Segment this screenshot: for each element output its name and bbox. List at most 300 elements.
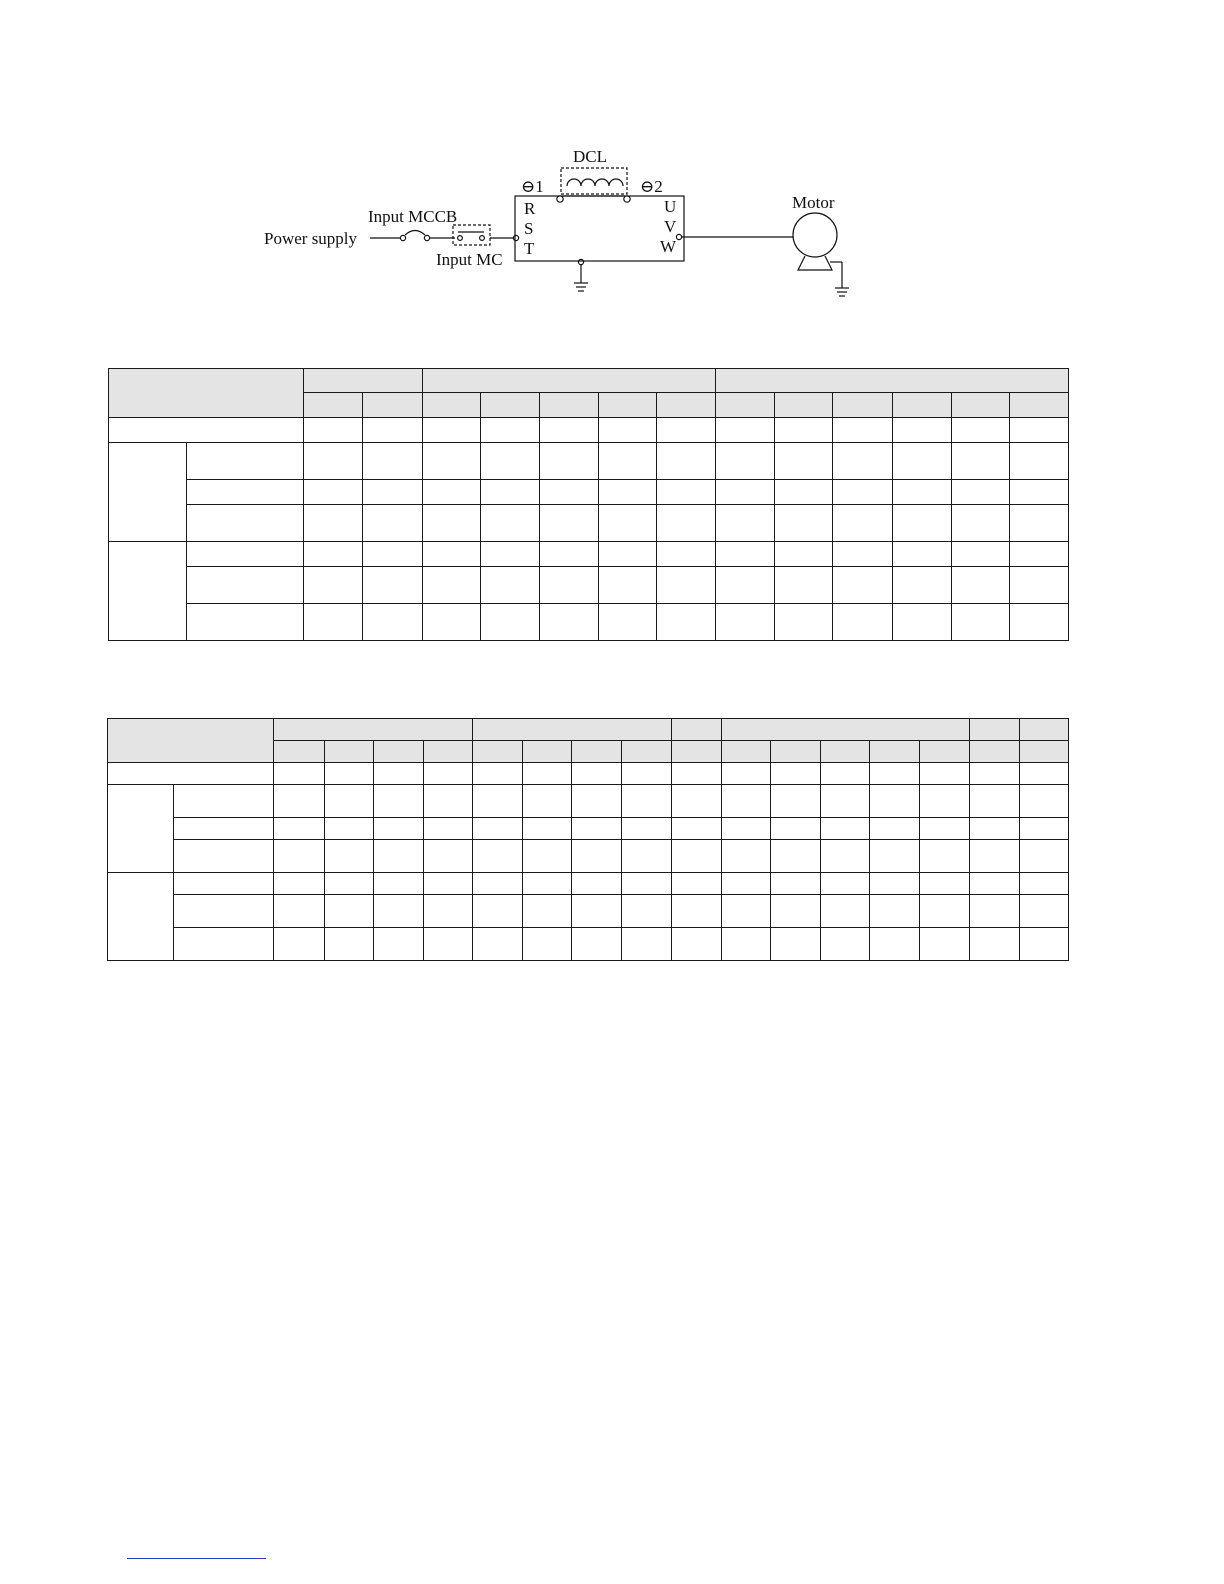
table-cell: [892, 505, 951, 542]
table-cell: [373, 763, 423, 785]
table-cell: [671, 873, 721, 895]
table-cell: [671, 763, 721, 785]
table-cell: [770, 763, 820, 785]
table-cell: [1019, 873, 1068, 895]
table-cell: [304, 505, 363, 542]
table-2-row-label: [108, 763, 274, 785]
table-cell: [775, 604, 833, 641]
table-cell: [324, 928, 373, 961]
table-cell: [671, 928, 721, 961]
table-cell: [373, 818, 423, 840]
table-cell: [969, 873, 1019, 895]
table-cell: [523, 785, 572, 818]
table-cell: [833, 505, 892, 542]
table-cell: [523, 928, 572, 961]
table-cell: [770, 895, 820, 928]
table-1-row-label: [187, 505, 304, 542]
table-cell: [892, 443, 951, 480]
drive-ground-terminal: [578, 259, 583, 264]
table-1-group-header: [304, 369, 422, 393]
table-2-row: [108, 840, 1069, 873]
table-cell: [304, 604, 363, 641]
table-2-model-cell: [969, 741, 1019, 763]
table-cell: [473, 895, 523, 928]
table-1-row-label: [187, 567, 304, 604]
table-2-row-label: [174, 785, 274, 818]
table-cell: [770, 928, 820, 961]
table-1-section-label: [109, 443, 187, 542]
mccb-contact-left: [400, 235, 405, 240]
table-cell: [716, 418, 775, 443]
table-cell: [951, 567, 1009, 604]
table-2-group-header: [473, 719, 672, 741]
table-1-model-cell: [304, 393, 363, 418]
table-cell: [622, 895, 671, 928]
table-cell: [870, 818, 920, 840]
table-cell: [473, 873, 523, 895]
mc-dashed-box: [453, 225, 490, 245]
table-cell: [473, 818, 523, 840]
table-cell: [598, 480, 656, 505]
table-cell: [657, 480, 716, 505]
table-cell: [1019, 928, 1068, 961]
table-cell: [598, 418, 656, 443]
table-cell: [423, 840, 472, 873]
table-1-model-cell: [598, 393, 656, 418]
mccb-switch-arc: [405, 231, 425, 236]
table-1-row: [109, 542, 1069, 567]
table-2-row-label: [174, 873, 274, 895]
table-cell: [870, 873, 920, 895]
spec-table-1: [108, 368, 1069, 641]
table-cell: [480, 542, 539, 567]
table-cell: [598, 567, 656, 604]
table-cell: [598, 505, 656, 542]
power-supply-label: Power supply: [264, 229, 358, 248]
table-cell: [671, 785, 721, 818]
table-cell: [671, 818, 721, 840]
motor-base: [798, 256, 832, 270]
table-cell: [1019, 818, 1068, 840]
table-cell: [969, 763, 1019, 785]
table-cell: [775, 418, 833, 443]
table-2-model-cell: [523, 741, 572, 763]
table-cell: [892, 480, 951, 505]
table-cell: [951, 480, 1009, 505]
table-2-group-header: [671, 719, 721, 741]
table-cell: [657, 418, 716, 443]
table-cell: [622, 928, 671, 961]
table-cell: [539, 443, 598, 480]
table-2-row: [108, 785, 1069, 818]
table-1-model-cell: [539, 393, 598, 418]
table-1-row-label: [109, 418, 304, 443]
table-cell: [951, 604, 1009, 641]
table-2-row-label: [174, 818, 274, 840]
table-1-row-label: [187, 542, 304, 567]
table-cell: [422, 604, 480, 641]
table-cell: [422, 567, 480, 604]
table-cell: [622, 873, 671, 895]
table-1-group-header: [716, 369, 1069, 393]
table-cell: [1009, 604, 1068, 641]
table-cell: [422, 542, 480, 567]
table-cell: [363, 443, 422, 480]
table-cell: [870, 928, 920, 961]
table-cell: [770, 873, 820, 895]
table-cell: [671, 840, 721, 873]
table-cell: [373, 785, 423, 818]
table-2-row: [108, 763, 1069, 785]
table-cell: [1019, 895, 1068, 928]
table-cell: [775, 480, 833, 505]
table-cell: [721, 873, 770, 895]
rst-terminal-node: [513, 235, 518, 240]
table-cell: [523, 818, 572, 840]
table-cell: [775, 542, 833, 567]
table-cell: [657, 542, 716, 567]
output-terminal-v: V: [664, 217, 677, 236]
table-cell: [821, 840, 870, 873]
table-2-model-cell: [473, 741, 523, 763]
p2-terminal: [624, 196, 630, 202]
table-cell: [423, 895, 472, 928]
table-cell: [480, 604, 539, 641]
table-cell: [1009, 443, 1068, 480]
table-cell: [770, 818, 820, 840]
table-cell: [721, 818, 770, 840]
p1-label: ⊖1: [521, 177, 544, 196]
input-terminal-t: T: [524, 239, 535, 258]
table-cell: [473, 928, 523, 961]
table-2-model-cell: [622, 741, 671, 763]
table-1-row: [109, 418, 1069, 443]
table-cell: [920, 818, 969, 840]
table-cell: [598, 604, 656, 641]
table-cell: [523, 840, 572, 873]
table-cell: [363, 505, 422, 542]
table-1-model-cell: [775, 393, 833, 418]
table-2-group-header: [1019, 719, 1068, 741]
table-cell: [870, 895, 920, 928]
dcl-coil: [567, 179, 623, 186]
table-cell: [473, 785, 523, 818]
table-cell: [833, 567, 892, 604]
table-cell: [892, 418, 951, 443]
table-cell: [572, 873, 622, 895]
table-1-model-cell: [951, 393, 1009, 418]
table-1-model-cell: [833, 393, 892, 418]
table-cell: [892, 542, 951, 567]
table-1-model-cell: [1009, 393, 1068, 418]
table-2-section-label: [108, 785, 174, 873]
table-2-model-cell: [572, 741, 622, 763]
table-cell: [716, 443, 775, 480]
table-cell: [598, 542, 656, 567]
table-2-model-cell: [373, 741, 423, 763]
table-cell: [716, 505, 775, 542]
table-cell: [721, 840, 770, 873]
table-cell: [324, 873, 373, 895]
table-1-model-cell: [892, 393, 951, 418]
table-cell: [821, 928, 870, 961]
table-cell: [833, 542, 892, 567]
table-cell: [1009, 418, 1068, 443]
input-terminal-r: R: [524, 199, 536, 218]
table-cell: [721, 785, 770, 818]
table-cell: [622, 763, 671, 785]
table-cell: [539, 604, 598, 641]
table-1-model-cell: [716, 393, 775, 418]
table-cell: [324, 895, 373, 928]
footer-link-underline: [127, 1558, 266, 1559]
table-2-row-label: [174, 840, 274, 873]
table-cell: [920, 785, 969, 818]
table-cell: [716, 542, 775, 567]
table-2-row-label: [174, 928, 274, 961]
table-cell: [373, 873, 423, 895]
table-cell: [363, 542, 422, 567]
table-cell: [480, 443, 539, 480]
table-cell: [363, 418, 422, 443]
table-cell: [304, 418, 363, 443]
table-cell: [969, 928, 1019, 961]
table-cell: [363, 567, 422, 604]
output-terminal-w: W: [660, 237, 677, 256]
table-1-row: [109, 480, 1069, 505]
table-cell: [920, 873, 969, 895]
table-cell: [770, 785, 820, 818]
table-1-model-cell: [657, 393, 716, 418]
mccb-contact-right: [424, 235, 429, 240]
table-2-model-cell: [721, 741, 770, 763]
table-1-row: [109, 505, 1069, 542]
table-2-group-header: [274, 719, 473, 741]
table-cell: [363, 480, 422, 505]
spec-table-2: [107, 718, 1069, 961]
p2-label: ⊖2: [640, 177, 663, 196]
table-cell: [274, 818, 324, 840]
mc-contact-right: [480, 236, 485, 241]
table-2-model-cell: [770, 741, 820, 763]
table-cell: [969, 895, 1019, 928]
input-mccb-label: Input MCCB: [368, 207, 458, 226]
table-1-row: [109, 443, 1069, 480]
table-cell: [1009, 480, 1068, 505]
table-cell: [304, 542, 363, 567]
table-cell: [969, 785, 1019, 818]
table-cell: [539, 480, 598, 505]
table-cell: [833, 418, 892, 443]
table-cell: [622, 840, 671, 873]
table-cell: [373, 928, 423, 961]
table-cell: [721, 928, 770, 961]
table-cell: [274, 840, 324, 873]
table-cell: [539, 567, 598, 604]
table-1-row: [109, 567, 1069, 604]
table-cell: [920, 840, 969, 873]
table-cell: [721, 763, 770, 785]
table-cell: [324, 785, 373, 818]
table-cell: [274, 873, 324, 895]
table-cell: [821, 763, 870, 785]
table-1-group-header: [422, 369, 716, 393]
table-2-section-label: [108, 873, 174, 961]
table-cell: [951, 505, 1009, 542]
table-cell: [274, 928, 324, 961]
table-cell: [920, 928, 969, 961]
table-2-model-cell: [274, 741, 324, 763]
dcl-dashed-box: [561, 168, 627, 194]
table-1-row: [109, 604, 1069, 641]
table-cell: [892, 567, 951, 604]
table-2-model-cell: [423, 741, 472, 763]
table-cell: [1019, 763, 1068, 785]
table-cell: [572, 818, 622, 840]
motor-label: Motor: [792, 193, 835, 212]
table-cell: [572, 895, 622, 928]
drive-box: [515, 196, 684, 261]
table-1-row-label: [187, 480, 304, 505]
table-cell: [716, 567, 775, 604]
table-cell: [539, 505, 598, 542]
table-cell: [523, 763, 572, 785]
table-2-row: [108, 818, 1069, 840]
table-cell: [821, 818, 870, 840]
table-2-header-group-row: [108, 719, 1069, 741]
table-cell: [622, 785, 671, 818]
table-cell: [304, 443, 363, 480]
wiring-diagram: [0, 0, 1224, 320]
table-cell: [423, 818, 472, 840]
table-cell: [373, 895, 423, 928]
table-cell: [716, 480, 775, 505]
table-cell: [657, 505, 716, 542]
table-cell: [775, 443, 833, 480]
table-cell: [423, 785, 472, 818]
table-cell: [833, 604, 892, 641]
table-2-model-cell: [1019, 741, 1068, 763]
table-cell: [951, 542, 1009, 567]
table-cell: [821, 785, 870, 818]
table-cell: [821, 895, 870, 928]
table-cell: [870, 840, 920, 873]
table-cell: [833, 480, 892, 505]
table-1-row-label: [187, 443, 304, 480]
table-cell: [775, 505, 833, 542]
table-cell: [422, 418, 480, 443]
table-cell: [539, 418, 598, 443]
table-cell: [274, 763, 324, 785]
table-1-model-cell: [363, 393, 422, 418]
table-cell: [539, 542, 598, 567]
table-cell: [324, 763, 373, 785]
table-cell: [304, 480, 363, 505]
table-cell: [657, 567, 716, 604]
table-cell: [422, 505, 480, 542]
table-1-header-group-row: [109, 369, 1069, 393]
table-1-model-cell: [480, 393, 539, 418]
table-cell: [892, 604, 951, 641]
table-cell: [775, 567, 833, 604]
table-cell: [480, 567, 539, 604]
table-1-corner-cell: [109, 369, 304, 418]
dcl-label: DCL: [573, 147, 607, 166]
table-cell: [422, 480, 480, 505]
table-cell: [423, 928, 472, 961]
table-cell: [920, 763, 969, 785]
table-cell: [716, 604, 775, 641]
table-cell: [969, 840, 1019, 873]
table-cell: [1019, 840, 1068, 873]
table-cell: [523, 895, 572, 928]
table-1-section-label: [109, 542, 187, 641]
table-2-row: [108, 895, 1069, 928]
table-cell: [721, 895, 770, 928]
table-cell: [821, 873, 870, 895]
table-cell: [770, 840, 820, 873]
table-cell: [473, 840, 523, 873]
table-1-row-label: [187, 604, 304, 641]
table-2-row: [108, 928, 1069, 961]
input-mc-label: Input MC: [436, 250, 503, 269]
table-cell: [920, 895, 969, 928]
table-cell: [598, 443, 656, 480]
table-cell: [480, 418, 539, 443]
table-cell: [473, 763, 523, 785]
table-cell: [969, 818, 1019, 840]
table-cell: [870, 763, 920, 785]
mc-contact-left: [458, 236, 463, 241]
table-cell: [422, 443, 480, 480]
table-2-model-cell: [821, 741, 870, 763]
table-cell: [274, 895, 324, 928]
table-cell: [870, 785, 920, 818]
table-cell: [1019, 785, 1068, 818]
table-cell: [572, 763, 622, 785]
p1-terminal: [557, 196, 563, 202]
table-cell: [324, 818, 373, 840]
table-cell: [423, 873, 472, 895]
table-cell: [671, 895, 721, 928]
table-1-model-cell: [422, 393, 480, 418]
table-2-model-cell: [920, 741, 969, 763]
table-2-corner-cell: [108, 719, 274, 763]
table-cell: [572, 840, 622, 873]
table-2-row: [108, 873, 1069, 895]
table-cell: [480, 505, 539, 542]
uvw-terminal-node: [676, 234, 681, 239]
table-2-group-header: [969, 719, 1019, 741]
table-cell: [304, 567, 363, 604]
table-2-model-cell: [671, 741, 721, 763]
output-terminal-u: U: [664, 197, 677, 216]
table-cell: [1009, 505, 1068, 542]
table-cell: [324, 840, 373, 873]
table-cell: [951, 443, 1009, 480]
motor-circle: [793, 213, 837, 257]
table-cell: [572, 928, 622, 961]
table-2-group-header: [721, 719, 969, 741]
table-cell: [363, 604, 422, 641]
table-2-model-cell: [324, 741, 373, 763]
table-cell: [1009, 567, 1068, 604]
table-cell: [274, 785, 324, 818]
table-cell: [423, 763, 472, 785]
table-cell: [657, 604, 716, 641]
table-cell: [480, 480, 539, 505]
table-cell: [657, 443, 716, 480]
